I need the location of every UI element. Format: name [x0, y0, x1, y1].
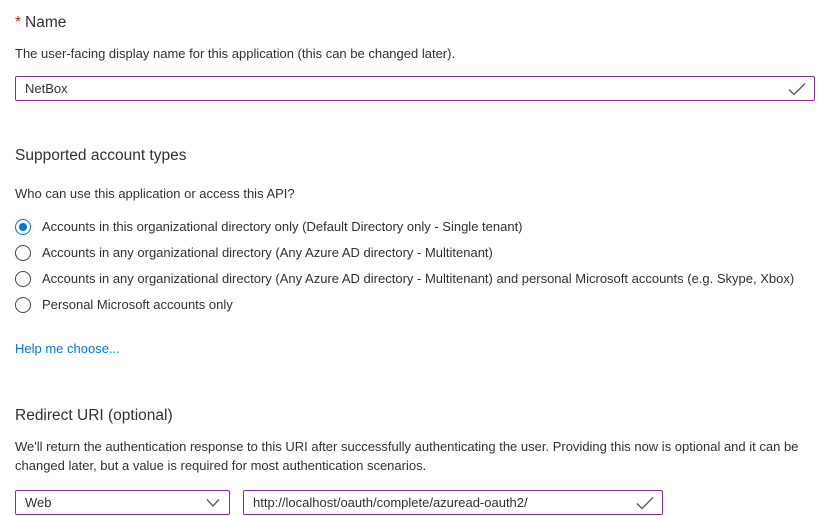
name-title-text: Name [25, 14, 67, 31]
help-me-choose-link[interactable]: Help me choose... [15, 341, 120, 356]
platform-select[interactable] [15, 490, 230, 515]
radio-icon [15, 297, 31, 313]
account-types-section [15, 145, 815, 358]
radio-option-multitenant-personal[interactable] [15, 266, 815, 292]
name-section-title [15, 12, 815, 33]
platform-select-value: Web [25, 495, 52, 510]
name-section [15, 12, 815, 101]
radio-icon [15, 219, 31, 235]
redirect-uri-title: Redirect URI (optional) [15, 407, 173, 424]
radio-option-multitenant[interactable] [15, 240, 815, 266]
name-input-wrap [15, 76, 815, 101]
radio-option-personal-only[interactable] [15, 292, 815, 318]
redirect-uri-description: We'll return the authentication response to this URI after successfully authenticating the user. Providing this now is optional and it can be changed later, but a value is required for most authentication scenarios. [15, 439, 799, 473]
account-types-title: Supported account types [15, 147, 187, 164]
redirect-uri-section [15, 405, 815, 515]
account-types-radio-group [15, 214, 815, 318]
name-description: The user-facing display name for this application (this can be changed later). [15, 46, 456, 61]
radio-icon [15, 245, 31, 261]
radio-option-label: Personal Microsoft accounts only [42, 297, 233, 312]
redirect-uri-row [15, 490, 815, 515]
chevron-down-icon [206, 498, 220, 508]
radio-option-label: Accounts in this organizational directory only (Default Directory only - Single tenant) [42, 219, 523, 234]
radio-icon [15, 271, 31, 287]
radio-option-label: Accounts in any organizational directory (Any Azure AD directory - Multitenant) and personal Microsoft accounts (e.g. Skype, Xbox) [42, 271, 795, 286]
required-asterisk: * [15, 14, 22, 31]
radio-option-single-tenant[interactable] [15, 214, 815, 240]
radio-option-label: Accounts in any organizational directory (Any Azure AD directory - Multitenant) [42, 245, 493, 260]
redirect-uri-input[interactable] [243, 490, 663, 515]
name-input[interactable] [15, 76, 815, 101]
redirect-uri-input-wrap [243, 490, 663, 515]
account-types-question: Who can use this application or access this API? [15, 186, 295, 201]
